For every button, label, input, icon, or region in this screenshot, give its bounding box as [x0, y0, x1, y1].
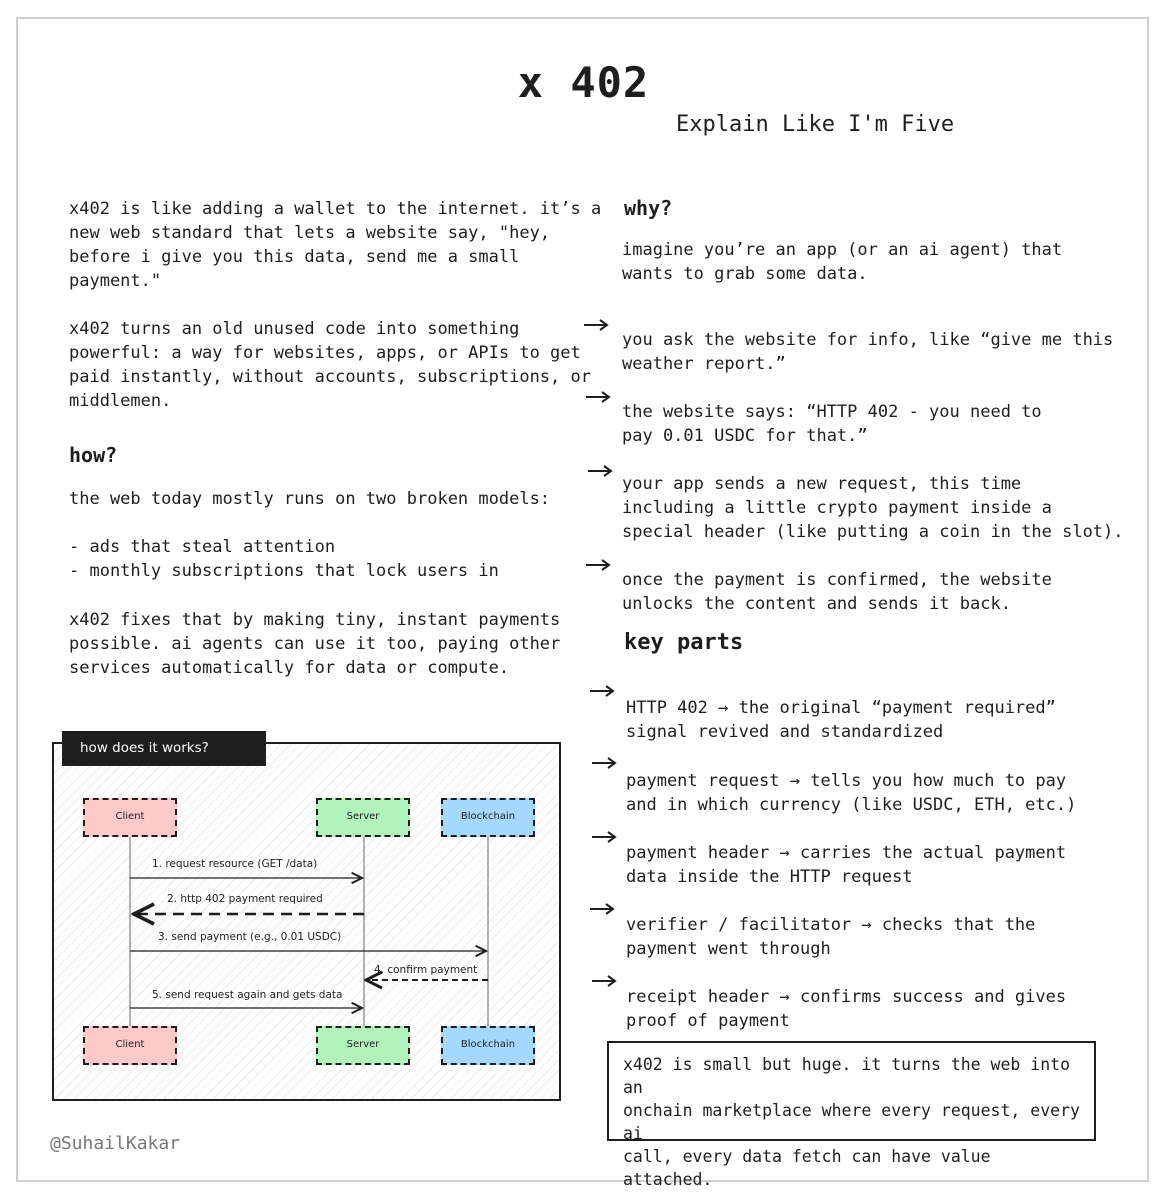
- message-label-5: 5. send request again and gets data: [152, 989, 343, 1001]
- page-title: x 402: [517, 58, 650, 107]
- intro-paragraph-1: x402 is like adding a wallet to the internet. it’s a new web standard that lets a website say, "hey, before i give you this data, send me a small payment.": [69, 199, 602, 291]
- arrow-right-icon: [582, 318, 610, 332]
- how-list: - ads that steal attention - monthly subscriptions that lock users in: [69, 537, 499, 581]
- why-intro: imagine you’re an app (or an ai agent) that wants to grab some data.: [622, 240, 1063, 284]
- key-part-item: payment request → tells you how much to pay and in which currency (like USDC, ETH, etc.): [626, 771, 1077, 815]
- why-step: the website says: “HTTP 402 - you need to pay 0.01 USDC for that.”: [622, 402, 1042, 446]
- server-actor-bottom: Server: [316, 1026, 410, 1065]
- key-part-item: HTTP 402 → the original “payment required” signal revived and standardized: [626, 698, 1056, 742]
- why-heading: why?: [624, 196, 673, 220]
- message-label-3: 3. send payment (e.g., 0.01 USDC): [158, 931, 342, 943]
- client-actor-top: Client: [83, 798, 177, 837]
- diagram-tab-label: how does it works?: [62, 731, 266, 766]
- key-parts-heading: key parts: [624, 630, 744, 655]
- key-part-item: verifier / facilitator → checks that the payment went through: [626, 915, 1036, 959]
- why-step: your app sends a new request, this time including a little crypto payment inside a special header (like putting a coin in the slot).: [622, 474, 1124, 542]
- arrow-right-icon: [590, 974, 618, 988]
- message-label-2: 2. http 402 payment required: [167, 893, 323, 905]
- arrow-right-icon: [590, 756, 618, 770]
- blockchain-actor-bottom: Blockchain: [441, 1026, 535, 1065]
- arrow-right-icon: [590, 830, 618, 844]
- arrow-right-icon: [588, 902, 616, 916]
- sequence-diagram: [52, 742, 561, 1101]
- client-actor-bottom: Client: [83, 1026, 177, 1065]
- how-paragraph-2: x402 fixes that by making tiny, instant payments possible. ai agents can use it too, paying other services automatically for data or compute.: [69, 610, 561, 678]
- why-step: you ask the website for info, like “give me this weather report.”: [622, 330, 1114, 374]
- arrow-right-icon: [584, 390, 612, 404]
- arrow-right-icon: [588, 684, 616, 698]
- author-handle: @SuhailKakar: [50, 1133, 181, 1154]
- blockchain-actor-top: Blockchain: [441, 798, 535, 837]
- key-part-item: receipt header → confirms success and gives proof of payment: [626, 987, 1067, 1031]
- summary-box: x402 is small but huge. it turns the web into an onchain marketplace where every request, every ai call, every data fetch can have value attached.: [607, 1041, 1096, 1141]
- key-part-item: payment header → carries the actual payment data inside the HTTP request: [626, 843, 1067, 887]
- arrow-right-icon: [586, 464, 614, 478]
- intro-paragraph-2: x402 turns an old unused code into something powerful: a way for websites, apps, or APIs to get paid instantly, without accounts, subscriptions, or middlemen.: [69, 319, 591, 411]
- message-label-1: 1. request resource (GET /data): [152, 858, 318, 870]
- message-label-4: 4. confirm payment: [374, 964, 478, 976]
- server-actor-top: Server: [316, 798, 410, 837]
- how-paragraph-1: the web today mostly runs on two broken models:: [69, 489, 551, 509]
- why-step: once the payment is confirmed, the website unlocks the content and sends it back.: [622, 570, 1052, 614]
- page-subtitle: Explain Like I'm Five: [676, 112, 955, 137]
- arrow-right-icon: [584, 558, 612, 572]
- how-heading: how?: [69, 443, 118, 467]
